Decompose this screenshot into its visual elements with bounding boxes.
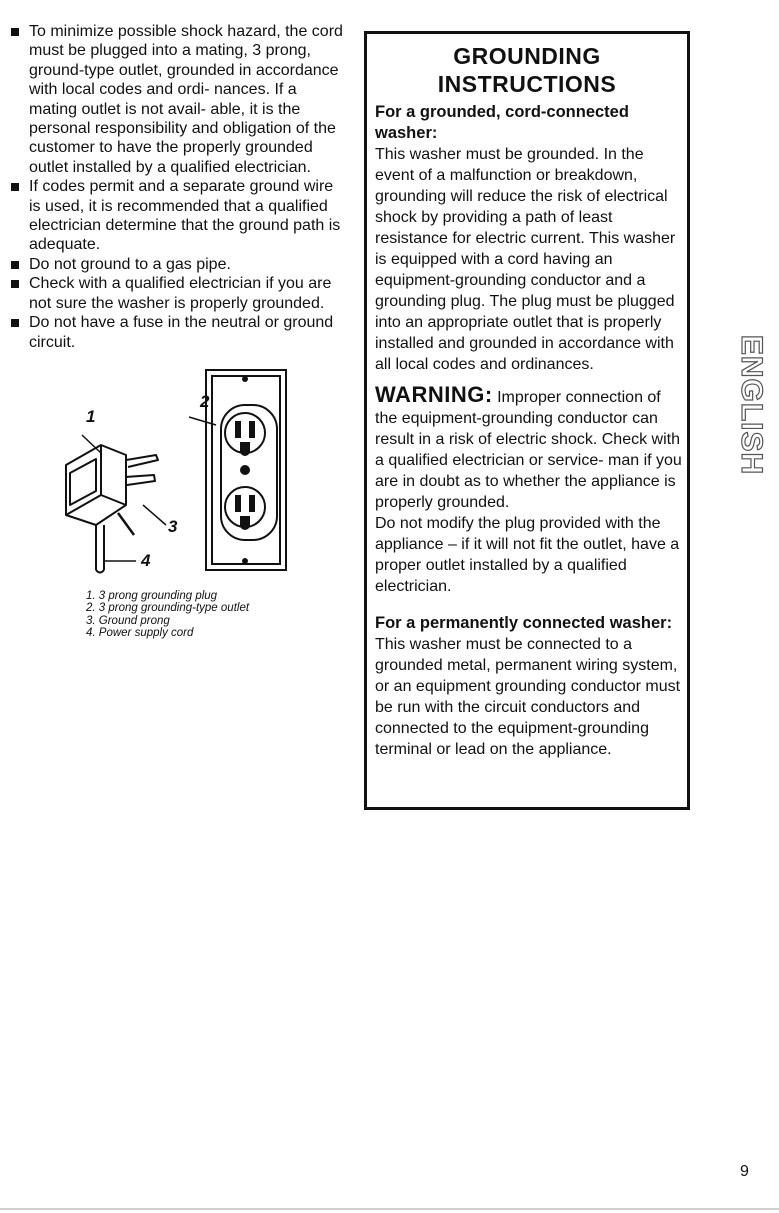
bullet-square-icon — [11, 261, 19, 269]
safety-bullet-list — [10, 22, 345, 352]
cord-connected-heading: For a grounded, cord-connected washer: — [375, 103, 629, 142]
box-title: GROUNDING INSTRUCTIONS — [437, 43, 617, 97]
permanent-connection-section — [375, 613, 687, 760]
permanent-connection-text: This washer must be connected to a grounded metal, permanent wiring system, or an equipment grounding conductor must be run with the circuit conductors and connected to the equipment-grounding terminal or lead on the appliance. — [375, 636, 681, 758]
bullet-item: To minimize possible shock hazard, the cord must be plugged into a mating, 3 prong, ground-type outlet, grounded in accordance with local codes and ordi- nances. If a mating outlet is not avail- able, it is the personal responsibility and obligation of the customer to have the properly grounded outlet installed by a qualified electrician. — [10, 22, 345, 177]
cord-connected-text: This washer must be grounded. In the event of a malfunction or breakdown, grounding will reduce the risk of electrical shock by providing a path of least resistance for electric current. This washer is equipped with a cord having an equipment-grounding conductor and a grounding plug. The plug must be plugged into an appropriate outlet that is properly installed and grounded in accordance with all local codes and ordinances. — [375, 146, 676, 373]
modify-plug-text: Do not modify the plug provided with the appliance – if it will not fit the outlet, have a proper outlet installed by a qualified electrician. — [375, 515, 680, 595]
caption-line: 3. Ground prong — [86, 614, 170, 627]
warning-paragraph — [375, 384, 687, 513]
bullet-square-icon — [11, 28, 19, 36]
bullet-item: Do not ground to a gas pipe. — [10, 255, 345, 274]
callout-number-3: 3 — [168, 517, 178, 536]
warning-text: Improper connection of the equipment-grounding conductor can result in a risk of electric shock. Check with a qualified electrician or service- man if you are in doubt as to whether the appliance is properly grounded. — [375, 389, 682, 511]
permanent-connection-heading: For a permanently connected washer: — [375, 614, 673, 632]
outlet-wall-plate-icon — [206, 370, 286, 570]
plug-outlet-drawing — [56, 365, 296, 585]
warning-label: WARNING: — [375, 382, 493, 407]
bullet-square-icon — [11, 319, 19, 327]
plug-outlet-illustration — [56, 365, 296, 585]
bullet-item: If codes permit and a separate ground wire is used, it is recommended that a qualified electrician determine that the ground path is adequate. — [10, 177, 345, 255]
bullet-item: Do not have a fuse in the neutral or ground circuit. — [10, 313, 345, 352]
bullet-square-icon — [11, 280, 19, 288]
bottom-divider — [0, 1208, 779, 1210]
caption-line: 1. 3 prong grounding plug — [86, 590, 218, 602]
callout-number-4: 4 — [141, 551, 151, 570]
grounding-instructions-box — [364, 31, 690, 810]
english-tab-lettering — [735, 330, 765, 480]
bullet-square-icon — [11, 183, 19, 191]
caption-line: 2. 3 prong grounding-type outlet — [86, 602, 250, 615]
bullet-item: Check with a qualified electrician if you are not sure the washer is properly grounded. — [10, 274, 345, 313]
callout-number-1: 1 — [86, 407, 96, 426]
side-tab-label: ENGLISH — [735, 334, 765, 476]
caption-line: 4. Power supply cord — [86, 626, 194, 639]
figure-captions — [86, 590, 336, 639]
language-tab — [735, 330, 765, 480]
callout-number-2: 2 — [200, 392, 210, 411]
page-number: 9 — [740, 1163, 749, 1180]
